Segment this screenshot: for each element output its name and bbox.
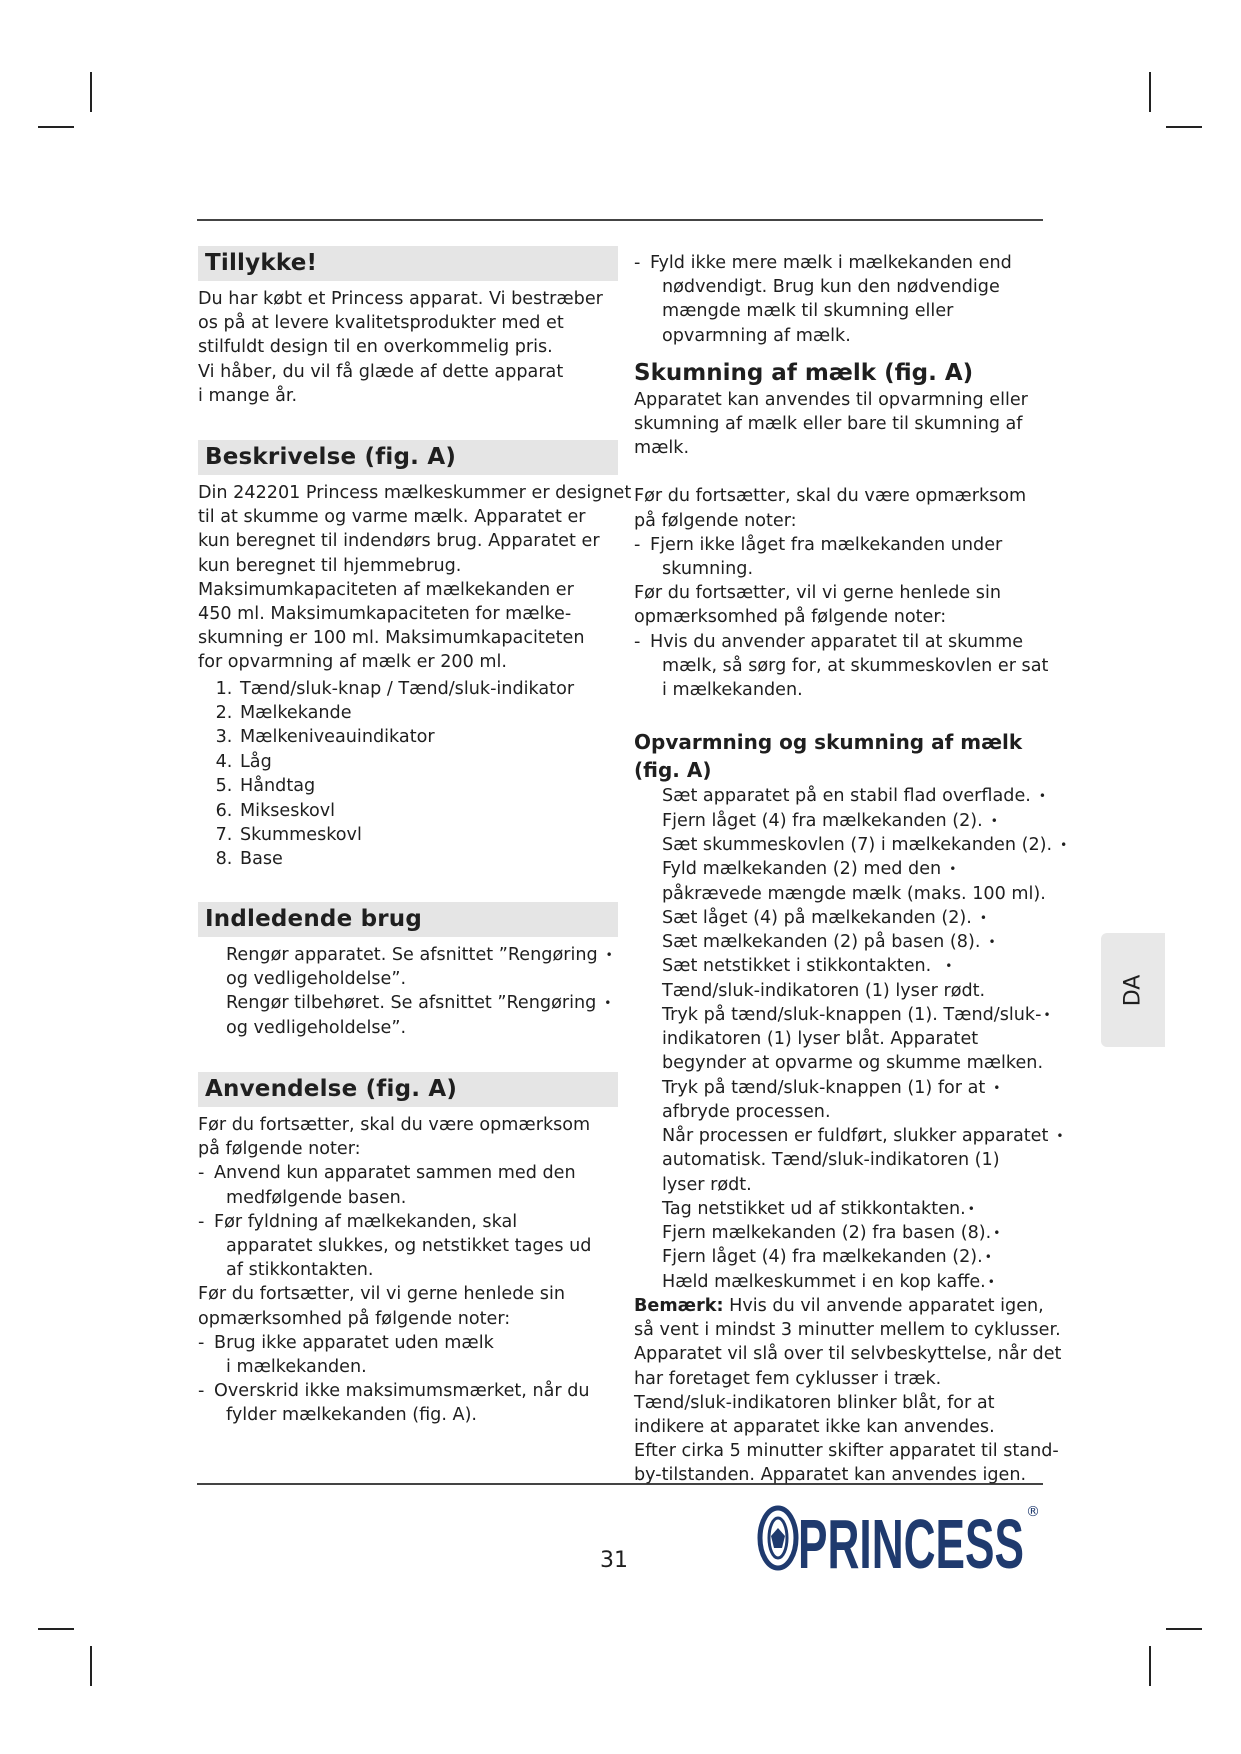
text-line: Du har købt et Princess apparat. Vi bestræber [198, 289, 603, 309]
right-column [634, 251, 1074, 1488]
bullet-icon: • [949, 862, 957, 877]
crop-mark [38, 126, 74, 128]
bullet-icon: • [993, 1080, 1001, 1095]
list-item: 3. Mælkeniveauindikator [238, 725, 618, 749]
text-line: af stikkontakten. [226, 1260, 374, 1281]
instruction-item [198, 991, 618, 1040]
text-line: i mælkekanden. [226, 1356, 367, 1377]
bullet-icon: • [988, 935, 996, 950]
step-text: lyser rødt. [662, 1174, 752, 1195]
text-line: opvarmning af mælk. [662, 325, 851, 346]
brand-wordmark: PRINCESS [798, 1505, 1024, 1578]
bullet-icon: • [993, 1226, 1001, 1241]
text-line: stilfuldt design til en overkommelig pris. [198, 337, 553, 358]
crop-mark [1149, 72, 1151, 112]
step-text: begynder at opvarme og skumme mælken. [662, 1053, 1044, 1074]
note-line: indikere at apparatet ikke kan anvendes. [634, 1417, 995, 1438]
dash-item [198, 1210, 618, 1283]
text-line: og vedligeholdelse”. [226, 1017, 407, 1038]
text-line: - Fjern ikke låget fra mælkekanden under [650, 534, 1003, 555]
step-text: Tag netstikket ud af stikkontakten. [662, 1198, 966, 1219]
text-line: og vedligeholdelse”. [226, 969, 407, 990]
language-tab-label: DA [1120, 974, 1146, 1006]
bullet-icon: • [967, 1201, 975, 1216]
step-text: Sæt netstikket i stikkontakten. [662, 956, 932, 977]
text-line: til at skumme og varme mælk. Apparatet er [198, 507, 586, 528]
step-text: Sæt apparatet på en stabil flad overflade. [662, 786, 1031, 807]
text-line: Maksimumkapaciteten af mælkekanden er [198, 579, 574, 600]
text-line: os på at levere kvalitetsprodukter med et [198, 313, 564, 334]
step-text: Fjern låget (4) fra mælkekanden (2). [662, 810, 983, 831]
text-line: for opvarmning af mælk er 200 ml. [198, 652, 508, 673]
list-item: 1. Tænd/sluk-knap / Tænd/sluk-indikator [238, 677, 618, 701]
note-line: så vent i mindst 3 minutter mellem to cyklusser. [634, 1320, 1061, 1341]
dash-item [198, 1331, 618, 1379]
top-rule [197, 219, 1043, 221]
bullet-icon: • [979, 910, 987, 925]
dash-item [634, 533, 1074, 581]
note-line: har foretaget fem cyklusser i træk. [634, 1368, 942, 1389]
list-item: 8. Base [238, 847, 618, 871]
text-line: Rengør tilbehøret. Se afsnittet ”Rengøring [226, 993, 597, 1014]
language-tab [1101, 933, 1165, 1047]
text-line: på følgende noter: [198, 1139, 361, 1160]
text-line: Rengør apparatet. Se afsnittet ”Rengøring [226, 945, 598, 965]
step-text: påkrævede mængde mælk (maks. 100 ml). [662, 883, 1046, 904]
step-text: Tænd/sluk-indikatoren (1) lyser rødt. [662, 980, 986, 1001]
steps-list [634, 784, 1074, 1294]
section-heading-tillykke: Tillykke! [198, 246, 618, 281]
section-heading-skumning: Skumning af mælk (fig. A) [634, 359, 974, 386]
step-text: Sæt skummeskovlen (7) i mælkekanden (2). [662, 834, 1053, 855]
step-text: Fyld mælkekanden (2) med den [662, 859, 942, 880]
text-line: Før du fortsætter, vil vi gerne henlede sin [634, 583, 1001, 604]
text-line: 450 ml. Maksimumkapaciteten for mælke- [198, 604, 572, 625]
text-line: i mange år. [198, 385, 298, 406]
text-line: Før du fortsætter, vil vi gerne henlede sin [198, 1284, 565, 1305]
text-line: mælk, så sørg for, at skummeskovlen er sat [662, 655, 1049, 676]
section-heading-indledende: Indledende brug [198, 902, 618, 937]
bullet-icon: • [605, 947, 613, 962]
text-line: mælk. [634, 438, 690, 459]
step-text: Når processen er fuldført, slukker apparatet [662, 1126, 1049, 1147]
note-line [634, 1294, 1074, 1318]
note-text: Hvis du vil anvende apparatet igen, [723, 1296, 1044, 1317]
note-line: Efter cirka 5 minutter skifter apparatet til stand- [634, 1441, 1059, 1462]
section-heading-beskrivelse: Beskrivelse (fig. A) [198, 440, 618, 475]
list-item: 4. Låg [238, 750, 618, 774]
crop-mark [1166, 1628, 1202, 1630]
list-item: 6. Mikseskovl [238, 799, 618, 823]
note-label: Bemærk: [634, 1296, 724, 1317]
bullet-icon: • [984, 1250, 992, 1265]
text-line: skumning er 100 ml. Maksimumkapaciteten [198, 628, 585, 649]
step-text: indikatoren (1) lyser blåt. Apparatet [662, 1029, 979, 1050]
bullet-icon: • [1056, 1129, 1064, 1144]
text-line: - Brug ikke apparatet uden mælk [214, 1332, 494, 1353]
dash-item [634, 630, 1074, 703]
text-line: medfølgende basen. [226, 1187, 407, 1208]
left-column [198, 246, 632, 1428]
text-line: kun beregnet til hjemmebrug. [198, 555, 462, 576]
dash-item [198, 1161, 618, 1209]
crop-mark [1149, 1646, 1151, 1686]
text-line: - Hvis du anvender apparatet til at skumme [650, 631, 1024, 652]
step-text: Fjern låget (4) fra mælkekanden (2). [662, 1247, 983, 1268]
text-line: fylder mælkekanden (fig. A). [226, 1405, 478, 1426]
list-item: 2. Mælkekande [238, 701, 618, 725]
text-line: kun beregnet til indendørs brug. Apparatet er [198, 531, 600, 552]
text-line: Før du fortsætter, skal du være opmærksom [198, 1114, 591, 1135]
text-line: skumning. [662, 559, 754, 580]
crop-mark [38, 1628, 74, 1630]
crown-emblem-icon [760, 1508, 796, 1568]
bullet-icon: • [987, 1274, 995, 1289]
text-line: i mælkekanden. [662, 680, 803, 701]
step-text: Sæt mælkekanden (2) på basen (8). [662, 932, 981, 953]
crop-mark [90, 72, 92, 112]
text-line: skumning af mælk eller bare til skumning af [634, 414, 1023, 435]
text-line: på følgende noter: [634, 510, 797, 531]
step-text: Tryk på tænd/sluk-knappen (1) for at [662, 1077, 986, 1098]
text-line: apparatet slukkes, og netstikket tages ud [226, 1235, 592, 1256]
registered-mark: ® [1026, 1504, 1040, 1520]
bullet-icon: • [1043, 1007, 1051, 1022]
step-text: Sæt låget (4) på mælkekanden (2). [662, 907, 972, 928]
step-text: Hæld mælkeskummet i en kop kaffe. [662, 1271, 986, 1292]
dash-item [198, 1379, 618, 1427]
crop-mark [90, 1646, 92, 1686]
text-line: - Fyld ikke mere mælk i mælkekanden end [650, 253, 1012, 273]
section-heading-opvarmning: Opvarmning og skumning af mælk (fig. A) [634, 730, 1023, 783]
section-heading-anvendelse: Anvendelse (fig. A) [198, 1072, 618, 1107]
princess-logo [756, 1498, 1044, 1578]
step-text: Fjern mælkekanden (2) fra basen (8). [662, 1223, 992, 1244]
text-line: Din 242201 Princess mælkeskummer er designet [198, 483, 632, 504]
text-line: Vi håber, du vil få glæde af dette apparat [198, 361, 564, 382]
instruction-item [198, 943, 618, 992]
bullet-icon: • [990, 813, 998, 828]
note-line: Tænd/sluk-indikatoren blinker blåt, for at [634, 1392, 995, 1413]
text-line: - Før fyldning af mælkekanden, skal [214, 1211, 518, 1232]
text-line: Apparatet kan anvendes til opvarmning eller [634, 389, 1028, 410]
text-line: Før du fortsætter, skal du være opmærksom [634, 486, 1027, 507]
bullet-icon: • [945, 959, 953, 974]
step-text: afbryde processen. [662, 1101, 831, 1122]
bullet-icon: • [1060, 837, 1068, 852]
bullet-icon: • [604, 996, 612, 1011]
text-line: opmærksomhed på følgende noter: [198, 1308, 511, 1329]
text-line: nødvendigt. Brug kun den nødvendige [662, 277, 1000, 298]
text-line: opmærksomhed på følgende noter: [634, 607, 947, 628]
text-line: mængde mælk til skumning eller [662, 301, 954, 322]
crop-mark [1166, 126, 1202, 128]
note-line: Apparatet vil slå over til selvbeskyttelse, når det [634, 1344, 1062, 1365]
step-text: automatisk. Tænd/sluk-indikatoren (1) [662, 1150, 1000, 1171]
page-number: 31 [600, 1548, 628, 1573]
bullet-icon: • [1038, 789, 1046, 804]
text-line: - Overskrid ikke maksimumsmærket, når du [214, 1381, 590, 1402]
step-text: Tryk på tænd/sluk-knappen (1). Tænd/sluk- [662, 1004, 1042, 1025]
text-line: - Anvend kun apparatet sammen med den [214, 1163, 576, 1184]
note-line: by-tilstanden. Apparatet kan anvendes igen. [634, 1465, 1027, 1486]
list-item: 7. Skummeskovl [238, 823, 618, 847]
dash-item [634, 251, 1074, 348]
parts-list [198, 677, 618, 872]
list-item: 5. Håndtag [238, 774, 618, 798]
